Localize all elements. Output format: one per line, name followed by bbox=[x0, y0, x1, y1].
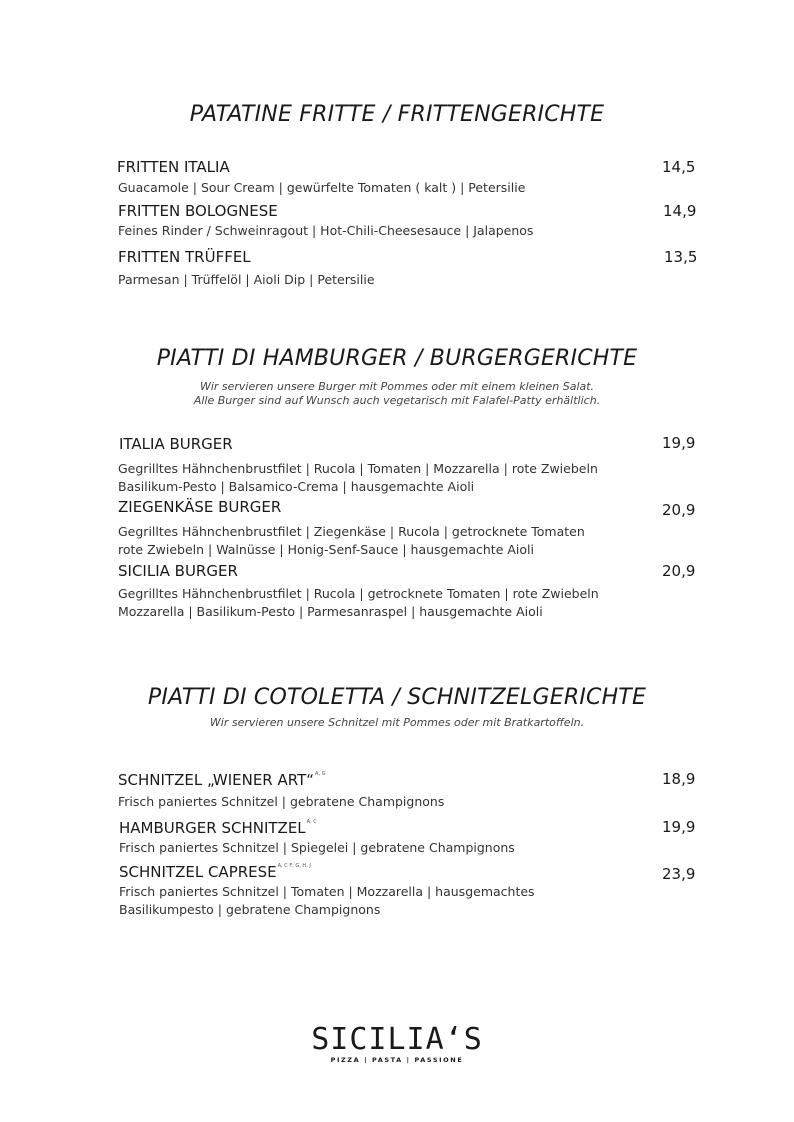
section-note: Wir servieren unsere Burger mit Pommes oder mit einem kleinen Salat. bbox=[199, 380, 595, 393]
section-title: PIATTI DI HAMBURGER / BURGERGERICHTE bbox=[156, 346, 638, 371]
item-price: 18,9 bbox=[662, 770, 696, 788]
item-description: Basilikum-Pesto | Balsamico-Crema | hausgemachte Aioli bbox=[118, 479, 475, 494]
item-price: 20,9 bbox=[662, 562, 696, 580]
item-price: 19,9 bbox=[662, 818, 696, 836]
item-name: ITALIA BURGER bbox=[119, 435, 233, 453]
item-name: FRITTEN BOLOGNESE bbox=[118, 202, 278, 220]
section-title: PATATINE FRITTE / FRITTENGERICHTE bbox=[189, 102, 605, 127]
logo-tagline: PIZZA | PASTA | PASSIONE bbox=[330, 1056, 464, 1064]
item-description: Gegrilltes Hähnchenbrustfilet | Rucola | getrocknete Tomaten | rote Zwiebeln bbox=[118, 586, 599, 601]
allergen-codes: A, C bbox=[306, 819, 317, 825]
item-price: 13,5 bbox=[664, 248, 698, 266]
item-description: Gegrilltes Hähnchenbrustfilet | Ziegenkäse | Rucola | getrocknete Tomaten bbox=[118, 524, 585, 539]
allergen-codes: A, G bbox=[315, 771, 326, 777]
item-description: Guacamole | Sour Cream | gewürfelte Tomaten ( kalt ) | Petersilie bbox=[118, 180, 526, 195]
item-name: ZIEGENKÄSE BURGER bbox=[118, 498, 282, 516]
item-description: Parmesan | Trüffelöl | Aioli Dip | Petersilie bbox=[118, 272, 375, 287]
item-description: Frisch paniertes Schnitzel | Tomaten | Mozzarella | hausgemachtes bbox=[119, 884, 535, 899]
item-name bbox=[118, 771, 326, 789]
item-name: FRITTEN TRÜFFEL bbox=[118, 248, 251, 266]
item-price: 20,9 bbox=[662, 501, 696, 519]
item-name-text: HAMBURGER SCHNITZEL bbox=[119, 819, 306, 837]
item-name: SICILIA BURGER bbox=[118, 562, 238, 580]
item-price: 19,9 bbox=[662, 434, 696, 452]
item-price: 14,9 bbox=[663, 202, 697, 220]
item-name bbox=[119, 863, 311, 881]
section-note: Alle Burger sind auf Wunsch auch vegetarisch mit Falafel-Patty erhältlich. bbox=[193, 394, 601, 407]
restaurant-logo bbox=[0, 1024, 794, 1064]
item-description: Frisch paniertes Schnitzel | Spiegelei | gebratene Champignons bbox=[119, 840, 515, 855]
item-name-text: SCHNITZEL CAPRESE bbox=[119, 863, 277, 881]
item-description: Mozzarella | Basilikum-Pesto | Parmesanraspel | hausgemachte Aioli bbox=[118, 604, 543, 619]
item-description: Gegrilltes Hähnchenbrustfilet | Rucola | Tomaten | Mozzarella | rote Zwiebeln bbox=[118, 461, 598, 476]
item-description: Feines Rinder / Schweinragout | Hot-Chili-Cheesesauce | Jalapenos bbox=[118, 223, 534, 238]
item-description: Basilikumpesto | gebratene Champignons bbox=[119, 902, 381, 917]
item-name bbox=[119, 819, 317, 837]
section-note: Wir servieren unsere Schnitzel mit Pommes oder mit Bratkartoffeln. bbox=[209, 716, 585, 729]
item-name: FRITTEN ITALIA bbox=[117, 158, 230, 176]
allergen-codes: A, C F, G, H, J bbox=[277, 863, 311, 869]
item-name-text: SCHNITZEL „WIENER ART“ bbox=[118, 771, 315, 789]
item-price: 14,5 bbox=[662, 158, 696, 176]
item-description: rote Zwiebeln | Walnüsse | Honig-Senf-Sauce | hausgemachte Aioli bbox=[118, 542, 534, 557]
section-title: PIATTI DI COTOLETTA / SCHNITZELGERICHTE bbox=[147, 685, 647, 710]
item-price: 23,9 bbox=[662, 865, 696, 883]
logo-wordmark: SICILIA‘S bbox=[311, 1022, 483, 1057]
item-description: Frisch paniertes Schnitzel | gebratene Champignons bbox=[118, 794, 445, 809]
